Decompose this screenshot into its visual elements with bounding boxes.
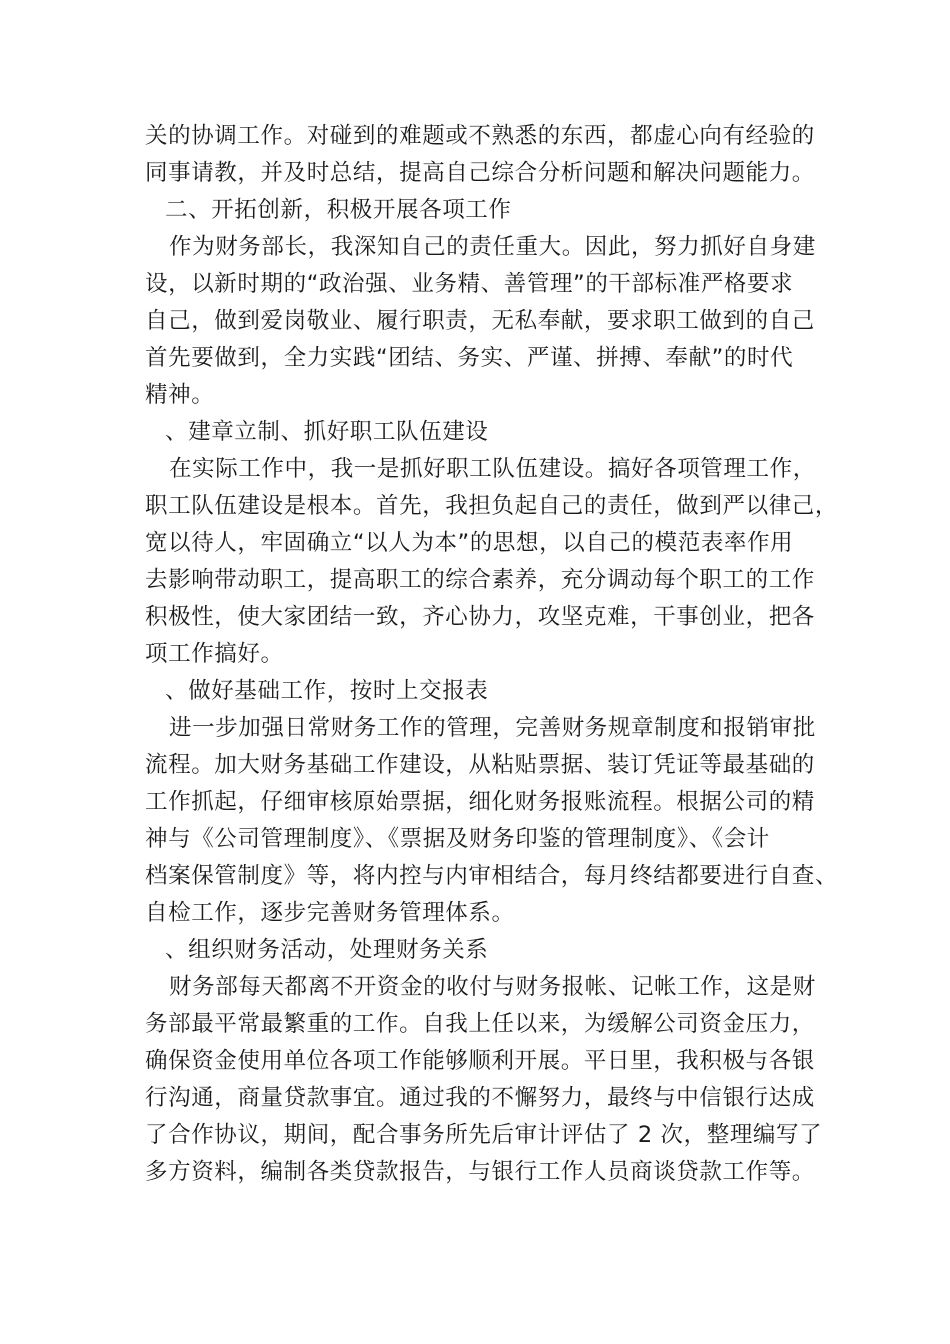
body-line: 档案保管制度》等，将内控与内审相结合，每月终结都要进行自查、 [145, 863, 839, 889]
body-line: 多方资料，编制各类贷款报告，与银行工作人员商谈贷款工作等。 [145, 1159, 815, 1185]
paragraph-first-line: 在实际工作中，我一是抓好职工队伍建设。搞好各项管理工作， [169, 456, 816, 482]
subsection-heading: 、建章立制、抓好职工队伍建设 [165, 419, 489, 445]
body-line: 务部最平常最繁重的工作。自我上任以来，为缓解公司资金压力， [145, 1011, 815, 1037]
body-line: 行沟通，商量贷款事宜。通过我的不懈努力，最终与中信银行达成 [145, 1085, 815, 1111]
body-line: 项工作搞好。 [145, 641, 284, 667]
body-line: 同事请教，并及时总结，提高自己综合分析问题和解决问题能力。 [145, 160, 815, 186]
body-line: 宽以待人，牢固确立“以人为本”的思想，以自己的模范表率作用 [145, 530, 794, 556]
body-line: 神与《公司管理制度》、《票据及财务印鉴的管理制度》、《会计 [145, 826, 770, 852]
body-line: 积极性，使大家团结一致，齐心协力，攻坚克难，干事创业，把各 [145, 604, 815, 630]
subsection-heading: 、做好基础工作，按时上交报表 [165, 678, 489, 704]
section-heading: 二、开拓创新，积极开展各项工作 [165, 197, 512, 223]
body-line: 去影响带动职工，提高职工的综合素养，充分调动每个职工的工作 [145, 567, 815, 593]
body-line: 自检工作，逐步完善财务管理体系。 [145, 900, 515, 926]
body-line: 设，以新时期的“政治强、业务精、善管理”的干部标准严格要求 [145, 271, 794, 297]
paragraph-first-line: 作为财务部长，我深知自己的责任重大。因此，努力抓好自身建 [169, 234, 816, 260]
body-line: 关的协调工作。对碰到的难题或不熟悉的东西，都虚心向有经验的 [145, 123, 815, 149]
body-line: 首先要做到，全力实践“团结、务实、严谨、拼搏、奉献”的时代 [145, 345, 794, 371]
document-body [145, 118, 839, 1191]
subsection-heading: 、组织财务活动，处理财务关系 [165, 937, 489, 963]
body-line: 工作抓起，仔细审核原始票据，细化财务报账流程。根据公司的精 [145, 789, 815, 815]
paragraph-first-line: 进一步加强日常财务工作的管理，完善财务规章制度和报销审批 [169, 715, 816, 741]
body-line: 精神。 [145, 382, 215, 408]
body-line: 确保资金使用单位各项工作能够顺利开展。平日里，我积极与各银 [145, 1048, 815, 1074]
body-line: 了合作协议，期间，配合事务所先后审计评估了 2 次，整理编写了 [145, 1122, 823, 1148]
body-line: 自己，做到爱岗敬业、履行职责，无私奉献，要求职工做到的自己 [145, 308, 815, 334]
body-line: 流程。加大财务基础工作建设，从粘贴票据、装订凭证等最基础的 [145, 752, 815, 778]
paragraph-first-line: 财务部每天都离不开资金的收付与财务报帐、记帐工作，这是财 [169, 974, 816, 1000]
body-line: 职工队伍建设是根本。首先，我担负起自己的责任，做到严以律己， [145, 493, 839, 519]
